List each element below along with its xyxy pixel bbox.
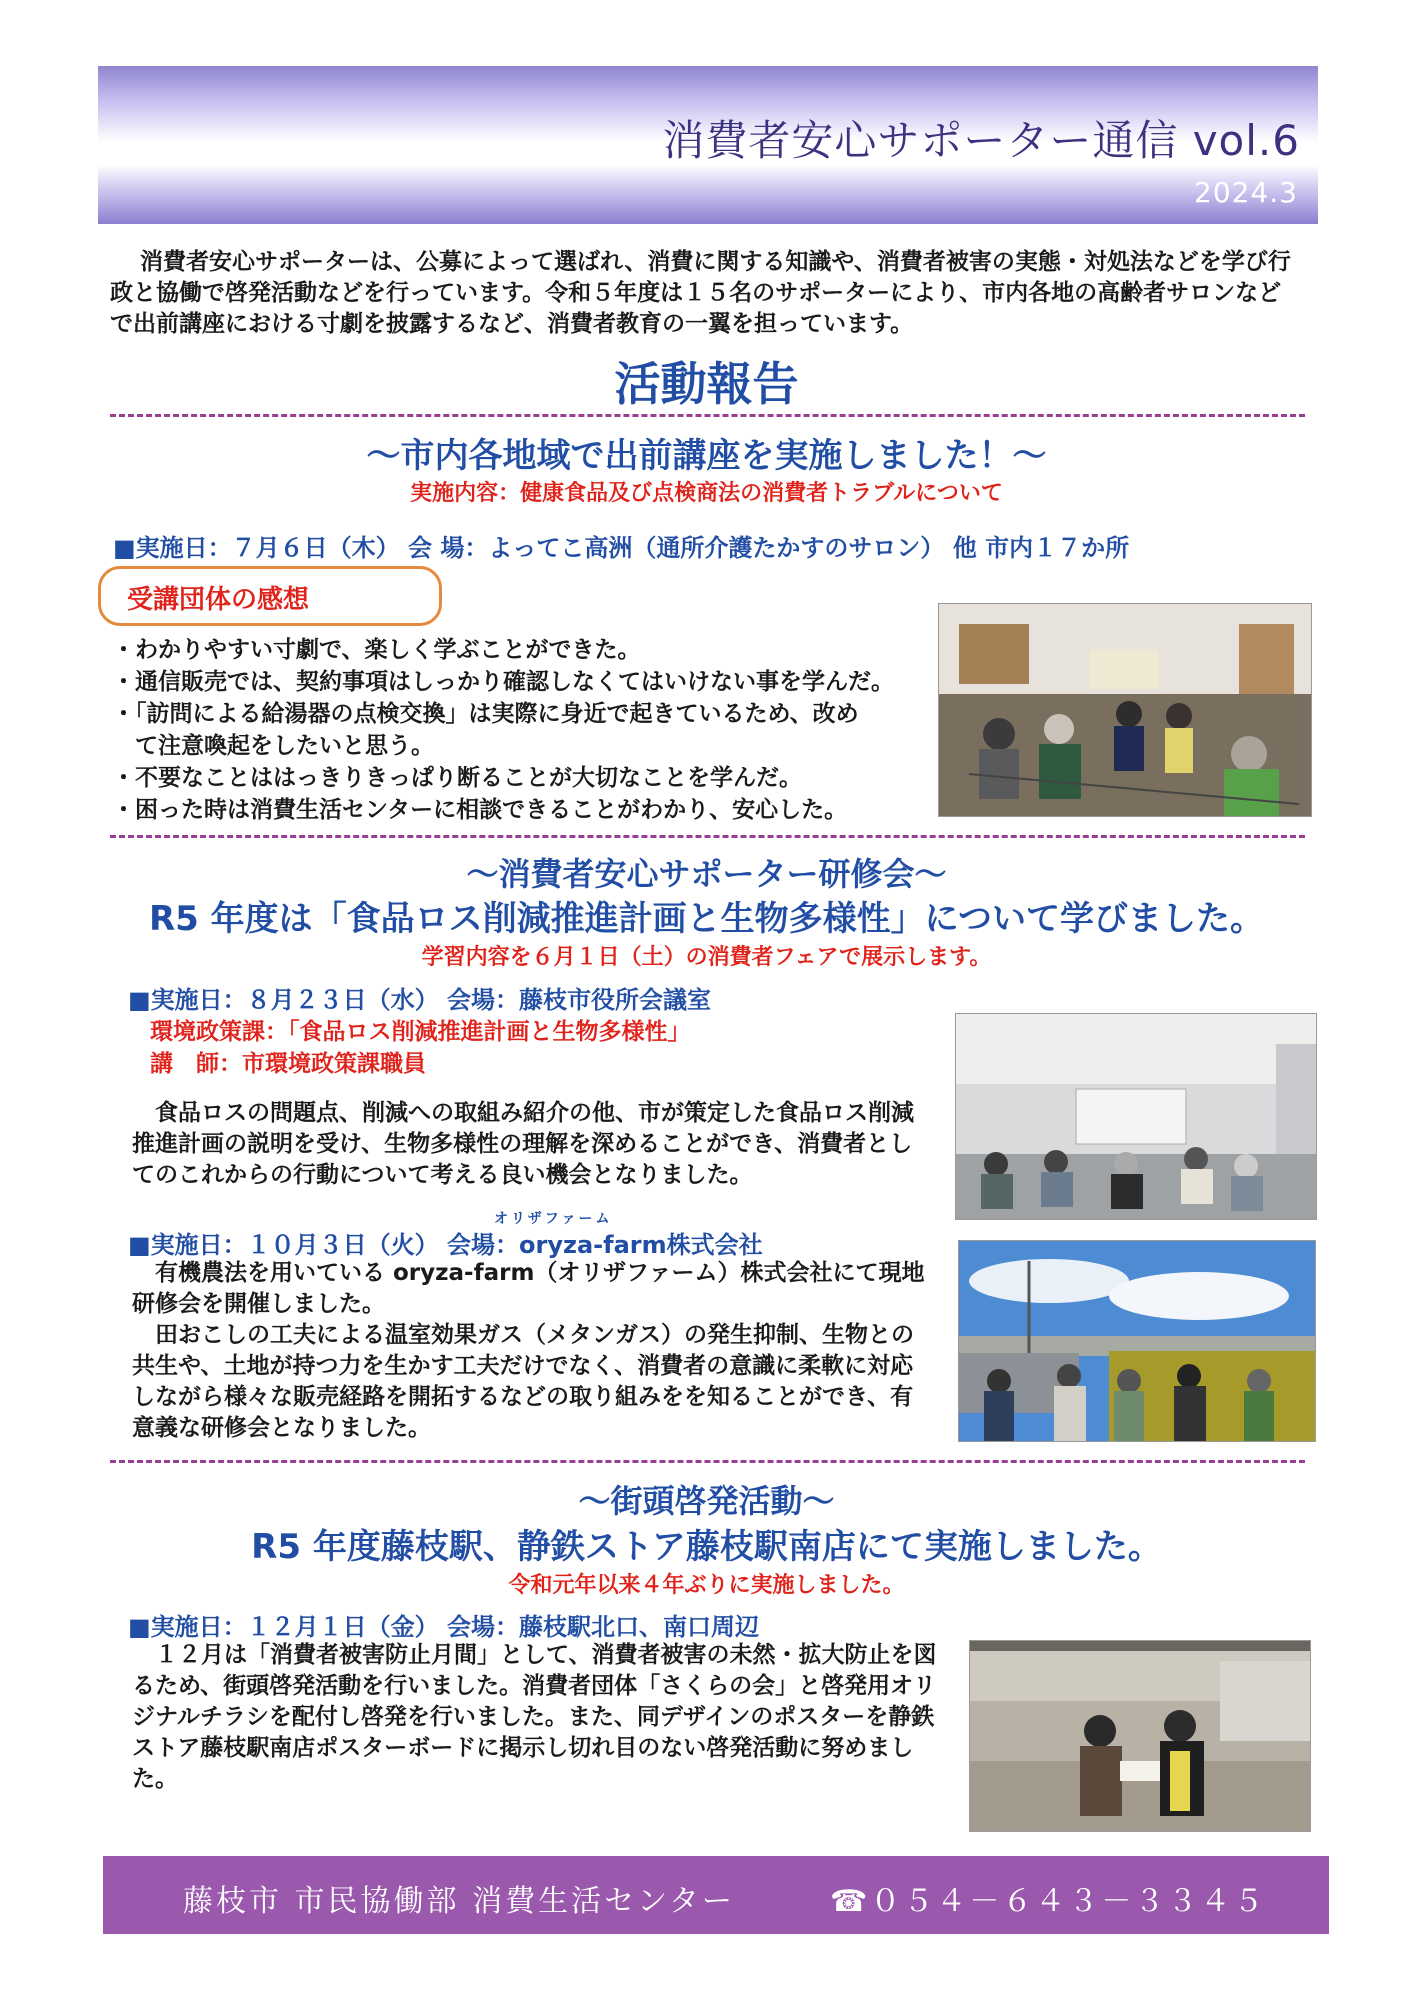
ruby-text: オリザファーム bbox=[494, 1211, 613, 1227]
section3-title: ～街頭啓発活動～ bbox=[578, 1482, 835, 1520]
section2-dept: 環境政策課：「食品ロス削減推進計画と生物多様性」 bbox=[150, 1019, 691, 1045]
section2-headline: R5 年度は「食品ロス削減推進計画と生物多様性」について学びました。 bbox=[149, 899, 1264, 939]
comments-list bbox=[112, 634, 927, 826]
section1-subtitle: 実施内容：健康食品及び点検商法の消費者トラブルについて bbox=[410, 481, 1003, 506]
list-item: ・通信販売では、契約事項はしっかり確認しなくてはいけない事を学んだ。 bbox=[112, 669, 894, 695]
list-item: ・「訪問による給湯器の点検交換」は実際に身近で起きているため、改め bbox=[112, 701, 859, 727]
section2-lecturer: 講 師：市環境政策課職員 bbox=[150, 1051, 426, 1077]
list-item: ・わかりやすい寸劇で、楽しく学ぶことができた。 bbox=[112, 637, 641, 663]
divider bbox=[110, 1460, 1305, 1463]
phone-number[interactable]: ☎０５４－６４３－３３４５ bbox=[829, 1884, 1267, 1919]
section2-info2: ■実施日：１０月３日（火） 会場：oryza-farm株式会社 bbox=[128, 1231, 763, 1259]
divider bbox=[110, 835, 1305, 838]
section2-body2: 有機農法を用いている oryza-farm（オリザファーム）株式会社にて現地研修会を開催しました。 田おこしの工夫による温室効果ガス（メタンガス）の発生抑制、生物との共生や、土地が持つ力を生かす工夫だけでなく、消費者の意識に柔軟に対応しながら様々な販売経路を開拓するなどの取り組みをを知ることができ、有意義な研修会となりました。 bbox=[132, 1260, 925, 1441]
list-item: て注意喚起をしたいと思う。 bbox=[112, 733, 434, 759]
divider bbox=[110, 414, 1305, 417]
section3-subtitle: 令和元年以来４年ぶりに実施しました。 bbox=[508, 1573, 905, 1598]
footer-contact bbox=[183, 1876, 1266, 1920]
photo-rice-field bbox=[958, 1240, 1316, 1442]
newsletter-title: 消費者安心サポーター通信 vol.6 bbox=[662, 116, 1300, 165]
section3-headline: R5 年度藤枝駅、静鉄ストア藤枝駅南店にて実施しました。 bbox=[251, 1527, 1162, 1567]
photo-meeting-room bbox=[955, 1013, 1317, 1220]
section2-body1: 食品ロスの問題点、削減への取組み紹介の他、市が策定した食品ロス削減推進計画の説明を受け、生物多様性の理解を深めることができ、消費者としてのこれからの行動について考える良い機会となりました。 bbox=[132, 1100, 914, 1188]
section2-info1: ■実施日：８月２３日（水） 会場：藤枝市役所会議室 bbox=[128, 986, 712, 1014]
report-heading: 活動報告 bbox=[614, 357, 799, 411]
impressions-box bbox=[98, 566, 442, 626]
photo-street-campaign bbox=[969, 1640, 1311, 1832]
list-item: ・不要なことははっきりきっぱり断ることが大切なことを学んだ。 bbox=[112, 765, 802, 791]
impressions-label: 受講団体の感想 bbox=[127, 585, 310, 615]
list-item: ・困った時は消費生活センターに相談できることがわかり、安心した。 bbox=[112, 797, 848, 823]
section3-body: １２月は「消費者被害防止月間」として、消費者被害の未然・拡大防止を図るため、街頭啓発活動を行いました。消費者団体「さくらの会」と啓発用オリジナルチラシを配付し啓発を行いました。また、同デザインのポスターを静鉄ストア藤枝駅南店ポスターボードに掲示し切れ目のない啓発活動に努めました。 bbox=[132, 1642, 937, 1792]
intro-paragraph: 消費者安心サポーターは、公募によって選ばれ、消費に関する知識や、消費者被害の実態・対処法などを学び行政と協働で啓発活動などを行っています。令和５年度は１５名のサポーターにより、市内各地の高齢者サロンなどで出前講座における寸劇を披露するなど、消費者教育の一翼を担っています。 bbox=[110, 249, 1291, 337]
footer-org: 藤枝市 市民協働部 消費生活センター bbox=[183, 1884, 735, 1919]
section1-info: ■実施日：７月６日（木） 会 場：よってこ高洲（通所介護たかすのサロン） 他 市内１７か所 bbox=[113, 534, 1130, 562]
section2-subtitle: 学習内容を６月１日（土）の消費者フェアで展示します。 bbox=[421, 945, 992, 970]
section1-title: ～市内各地域で出前講座を実施しました！～ bbox=[366, 436, 1047, 476]
section2-title: ～消費者安心サポーター研修会～ bbox=[466, 855, 947, 893]
header-banner bbox=[98, 66, 1318, 224]
photo-lecture-skit bbox=[938, 603, 1312, 817]
issue-date: 2024.3 bbox=[1194, 176, 1298, 209]
section3-info: ■実施日：１２月１日（金） 会場：藤枝駅北口、南口周辺 bbox=[128, 1613, 760, 1641]
footer-bar bbox=[103, 1856, 1329, 1934]
